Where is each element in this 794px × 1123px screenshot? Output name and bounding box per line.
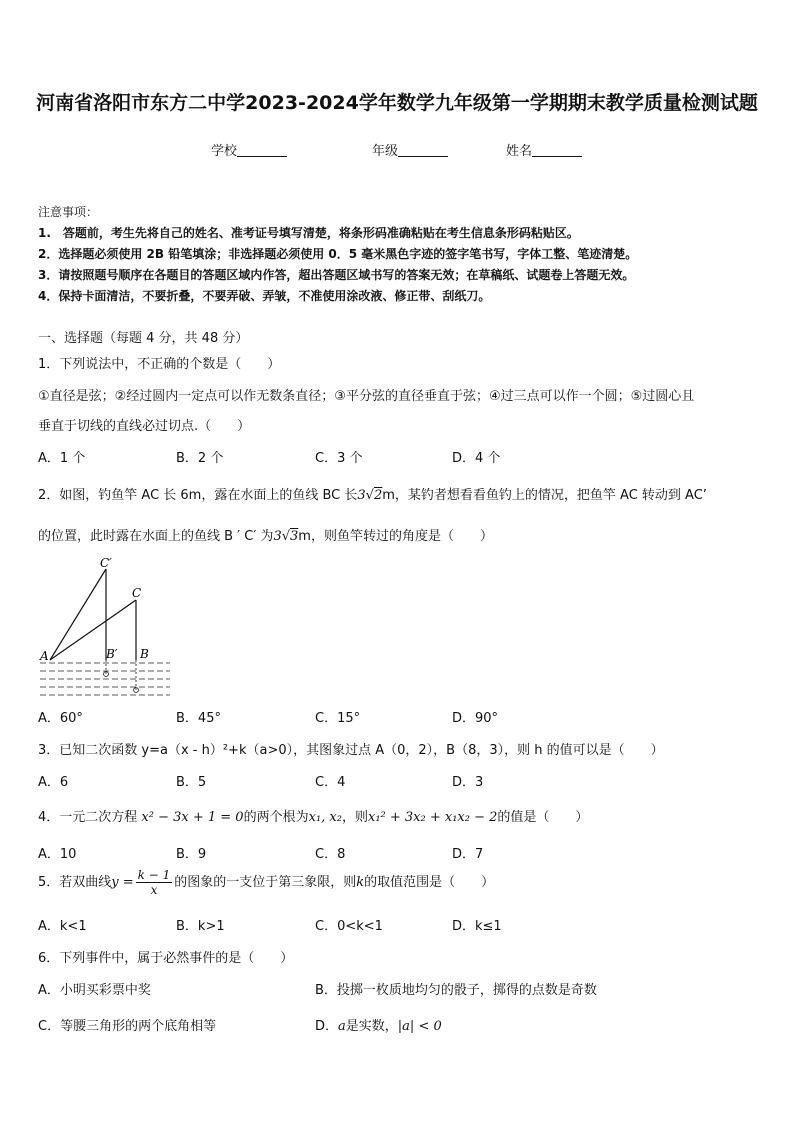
rod-ac-prime: [50, 569, 106, 660]
grade-label: 年级: [372, 144, 399, 159]
q2-stem-part3: 的位置，此时露在水面上的鱼线 B ′ C′ 为: [38, 529, 274, 544]
q6-option-d-var: a: [338, 1019, 346, 1034]
label-a: A: [40, 649, 49, 663]
q5-option-d[interactable]: D．k≤1: [452, 919, 502, 934]
q6-option-b[interactable]: B．投掷一枚质地均匀的骰子，掷得的点数是奇数: [315, 983, 597, 998]
name-blank[interactable]: [532, 143, 582, 157]
q6-option-d-mid: 是实数，: [345, 1019, 398, 1034]
q2-stem-part1: 2．如图，钓鱼竿 AC 长 6m，露在水面上的鱼线 BC 长: [38, 488, 358, 503]
q5-part1: 5．若双曲线: [38, 875, 112, 890]
q4-option-d[interactable]: D．7: [452, 847, 484, 862]
label-c-prime: C′: [100, 556, 112, 570]
q1-option-d[interactable]: D．4 个: [452, 451, 501, 466]
q2-stem: [38, 484, 707, 503]
q6-option-c[interactable]: C．等腰三角形的两个底角相等: [38, 1019, 217, 1034]
q6-option-d[interactable]: [315, 1015, 442, 1034]
label-b: B: [140, 647, 149, 661]
q6-option-d-prefix: D．: [315, 1019, 339, 1034]
name-field[interactable]: [506, 140, 582, 159]
q2-stem-part2: m，某钓者想看看鱼钓上的情况，把鱼竿 AC 转动到 AC’: [382, 488, 707, 503]
note-item: 3．请按照题号顺序在各题目的答题区域内作答，超出答题区域书写的答案无效；在草稿纸、试题卷上答题无效。: [38, 268, 635, 282]
q6-option-a[interactable]: A．小明买彩票中奖: [38, 983, 151, 998]
q5-denominator: x: [150, 883, 158, 897]
q1-statements: ①直径是弦；②经过圆内一定点可以作无数条直径；③平分弦的直径垂直于弦；④过三点可以作一个圆；⑤过圆心且: [38, 389, 695, 404]
q5-option-b[interactable]: B．k>1: [176, 919, 225, 934]
q5-k: k: [356, 875, 365, 890]
q4-part3: ，则: [341, 810, 368, 825]
q3-option-c[interactable]: C．4: [315, 775, 346, 790]
note-item: 4．保持卡面清洁，不要折叠，不要弄破、弄皱，不准使用涂改液、修正带、刮纸刀。: [38, 289, 491, 303]
q3-option-b[interactable]: B．5: [176, 775, 207, 790]
q2-option-d[interactable]: D．90°: [452, 711, 499, 726]
q2-radicand1: 2: [373, 488, 383, 503]
label-b-prime: B′: [106, 647, 118, 661]
note-item: 1. 答题前，考生先将自己的姓名、准考证号填写清楚，将条形码准确粘贴在考生信息条形码粘贴区。: [38, 226, 579, 240]
note-item: 2．选择题必须使用 2B 铅笔填涂；非选择题必须使用 0．5 毫米黑色字迹的签字笔书写，字体工整、笔迹清楚。: [38, 247, 638, 261]
q5-part2: 的图象的一支位于第三象限，则: [174, 875, 357, 890]
q5-numerator: k − 1: [137, 868, 171, 882]
q2-bc-prime-length: [273, 529, 298, 544]
q2-option-b[interactable]: B．45°: [176, 711, 221, 726]
q4-option-a[interactable]: A．10: [38, 847, 77, 862]
q2-radicand2: 3: [290, 529, 299, 544]
student-info-line: [0, 140, 794, 160]
q1-statements-cont: 垂直于切线的直线必过切点.（ ）: [38, 419, 251, 434]
grade-blank[interactable]: [398, 143, 448, 157]
section-heading: 一、选择题（每题 4 分，共 48 分）: [38, 331, 249, 346]
q4-equation: x² − 3x + 1 = 0: [141, 810, 244, 825]
q3-option-a[interactable]: A．6: [38, 775, 69, 790]
school-field[interactable]: [211, 140, 287, 159]
q2-stem-cont: [38, 525, 493, 544]
q2-stem-part4: m，则鱼竿转过的角度是（ ）: [298, 529, 493, 544]
school-blank[interactable]: [237, 143, 287, 157]
q4-part1: 4．一元二次方程: [38, 810, 138, 825]
q2-bc-length: [357, 488, 382, 503]
q4-part4: 的值是（ ）: [497, 810, 589, 825]
q4-stem: [38, 806, 588, 825]
sqrt-icon: √: [365, 488, 374, 503]
q6-stem: 6．下列事件中，属于必然事件的是（ ）: [38, 951, 294, 966]
rod-ac: [50, 600, 136, 660]
fishing-rod-diagram: [30, 552, 180, 702]
q5-option-c[interactable]: C．0<k<1: [315, 919, 383, 934]
q4-part2: 的两个根为: [243, 810, 309, 825]
notes-header: 注意事项：: [38, 205, 99, 219]
page-title: 河南省洛阳市东方二中学2023-2024学年数学九年级第一学期期末教学质量检测试题: [36, 92, 758, 114]
q3-option-d[interactable]: D．3: [452, 775, 484, 790]
q2-coef2: 3: [273, 529, 282, 544]
q1-option-b[interactable]: B．2 个: [176, 451, 224, 466]
q1-option-c[interactable]: C．3 个: [315, 451, 363, 466]
q4-option-b[interactable]: B．9: [176, 847, 207, 862]
water-surface-lines: [40, 663, 170, 695]
q5-option-a[interactable]: A．k<1: [38, 919, 87, 934]
q2-coef1: 3: [357, 488, 366, 503]
notes-section: [38, 202, 768, 307]
q5-y-eq: y =: [111, 875, 134, 890]
school-label: 学校: [211, 144, 238, 159]
q4-expression: x₁² + 3x₂ + x₁x₂ − 2: [367, 810, 498, 825]
grade-field[interactable]: [372, 140, 448, 159]
q2-option-c[interactable]: C．15°: [315, 711, 361, 726]
sqrt-icon: √: [281, 529, 291, 544]
q5-fraction: [136, 868, 173, 897]
q6-option-d-expr: |a| < 0: [397, 1019, 442, 1034]
q2-option-a[interactable]: A．60°: [38, 711, 83, 726]
q1-stem: 1．下列说法中，不正确的个数是（ ）: [38, 357, 281, 372]
q3-stem: 3．已知二次函数 y=a（x - h）²+k（a>0），其图象过点 A（0，2），B（8，3），则 h 的值可以是（ ）: [38, 743, 664, 758]
name-label: 姓名: [506, 144, 533, 159]
q5-part3: 的取值范围是（ ）: [364, 875, 495, 890]
q4-option-c[interactable]: C．8: [315, 847, 346, 862]
label-c: C: [132, 586, 142, 600]
q1-option-a[interactable]: A．1 个: [38, 451, 86, 466]
q4-roots: x₁, x₂: [308, 810, 342, 825]
q5-stem: [38, 868, 494, 897]
